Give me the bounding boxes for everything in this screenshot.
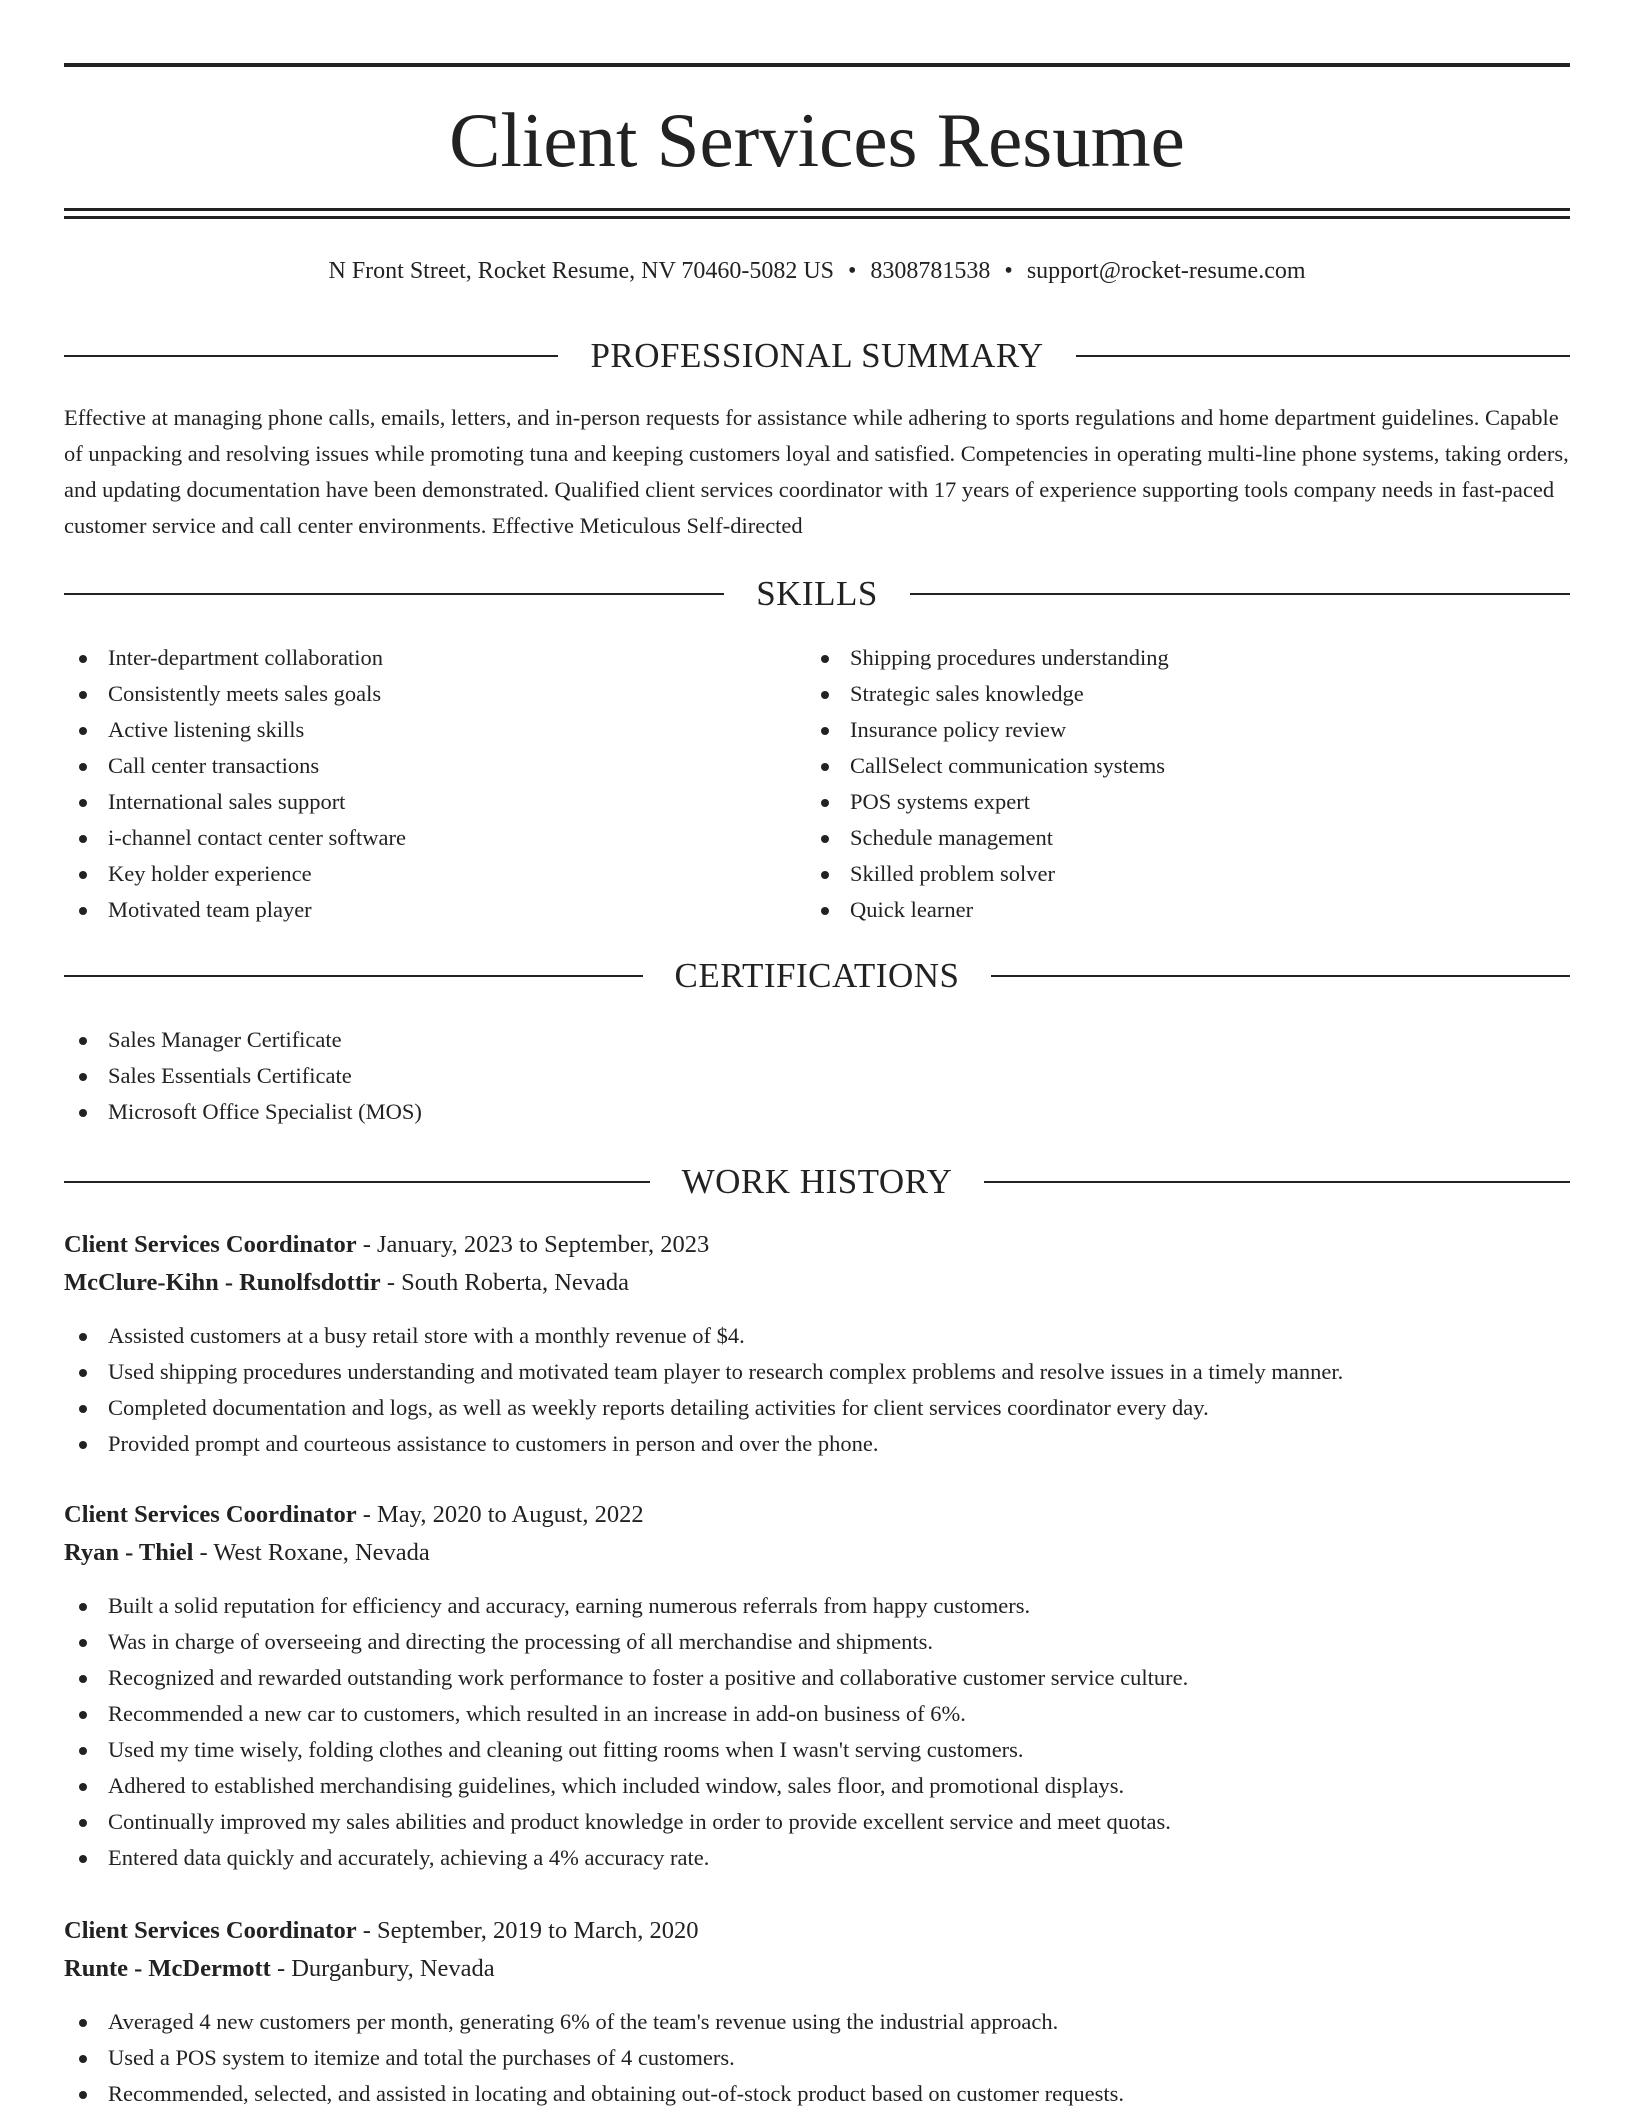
skill-item: Consistently meets sales goals xyxy=(64,676,804,712)
skills-list-left xyxy=(64,640,804,928)
section-header-work-history xyxy=(64,1162,1570,1202)
skill-item: Motivated team player xyxy=(64,892,804,928)
job-bullet: Continually improved my sales abilities and product knowledge in order to provide excellent service and meet quotas. xyxy=(64,1804,1570,1840)
section-header-certifications xyxy=(64,956,1570,996)
resume-title: Client Services Resume xyxy=(449,97,1185,183)
job-location: South Roberta, Nevada xyxy=(401,1269,630,1296)
job-company: McClure-Kihn - Runolfsdottir xyxy=(64,1269,381,1296)
job-entry xyxy=(64,1226,1570,1462)
skill-item: International sales support xyxy=(64,784,804,820)
job-company-line: McClure-Kihn - Runolfsdottir - South Roberta, Nevada xyxy=(64,1269,630,1296)
skill-item: Quick learner xyxy=(806,892,1570,928)
certification-item: Sales Manager Certificate xyxy=(64,1022,422,1058)
section-rule xyxy=(64,355,558,357)
skill-item: Shipping procedures understanding xyxy=(806,640,1570,676)
section-rule xyxy=(1076,355,1570,357)
skill-item: Key holder experience xyxy=(64,856,804,892)
skill-item: Strategic sales knowledge xyxy=(806,676,1570,712)
resume-page xyxy=(64,0,1570,2112)
contact-separator: • xyxy=(848,258,857,284)
skill-item: Call center transactions xyxy=(64,748,804,784)
skill-item: i-channel contact center software xyxy=(64,820,804,856)
job-bullet: Recommended a new car to customers, which resulted in an increase in add-on business of 6%. xyxy=(64,1696,1570,1732)
job-bullet: Was in charge of overseeing and directing the processing of all merchandise and shipments. xyxy=(64,1624,1570,1660)
job-bullet: Averaged 4 new customers per month, generating 6% of the team's revenue using the industrial approach. xyxy=(64,2004,1570,2040)
job-title: Client Services Coordinator xyxy=(64,1231,357,1258)
job-bullets xyxy=(64,1588,1570,1876)
skills-list-right xyxy=(806,640,1570,928)
job-company-line: Ryan - Thiel - West Roxane, Nevada xyxy=(64,1539,430,1566)
skill-item: CallSelect communication systems xyxy=(806,748,1570,784)
job-location: Durganbury, Nevada xyxy=(291,1955,495,1982)
section-rule xyxy=(991,975,1570,977)
section-title-summary: PROFESSIONAL SUMMARY xyxy=(590,336,1044,375)
job-location: West Roxane, Nevada xyxy=(213,1539,430,1566)
job-bullet: Recommended, selected, and assisted in locating and obtaining out-of-stock product based on customer requests. xyxy=(64,2076,1570,2112)
contact-phone: 8308781538 xyxy=(870,258,991,284)
section-rule xyxy=(64,593,724,595)
job-dates: January, 2023 to September, 2023 xyxy=(377,1231,710,1258)
skill-item: Schedule management xyxy=(806,820,1570,856)
certification-item: Sales Essentials Certificate xyxy=(64,1058,422,1094)
job-bullet: Entered data quickly and accurately, achieving a 4% accuracy rate. xyxy=(64,1840,1570,1876)
header-top-rule xyxy=(64,63,1570,67)
job-company: Runte - McDermott xyxy=(64,1955,271,1982)
job-bullet: Provided prompt and courteous assistance to customers in person and over the phone. xyxy=(64,1426,1570,1462)
skill-item: Insurance policy review xyxy=(806,712,1570,748)
section-title-work-history: WORK HISTORY xyxy=(681,1162,953,1201)
contact-address: N Front Street, Rocket Resume, NV 70460-5082 US xyxy=(328,258,835,284)
job-bullets xyxy=(64,1318,1570,1462)
job-dates: May, 2020 to August, 2022 xyxy=(377,1501,644,1528)
job-title-line: Client Services Coordinator - May, 2020 to August, 2022 xyxy=(64,1501,644,1528)
section-rule xyxy=(910,593,1570,595)
contact-line xyxy=(64,254,1570,288)
job-dates: September, 2019 to March, 2020 xyxy=(377,1917,699,1944)
job-bullets xyxy=(64,2004,1570,2112)
header-bottom-rule-double xyxy=(64,216,1570,219)
contact-email: support@rocket-resume.com xyxy=(1026,258,1306,284)
job-bullet: Built a solid reputation for efficiency and accuracy, earning numerous referrals from happy customers. xyxy=(64,1588,1570,1624)
job-bullet: Adhered to established merchandising guidelines, which included window, sales floor, and promotional displays. xyxy=(64,1768,1570,1804)
job-entry xyxy=(64,1496,1570,1876)
skill-item: POS systems expert xyxy=(806,784,1570,820)
skill-item: Skilled problem solver xyxy=(806,856,1570,892)
professional-summary-text: Effective at managing phone calls, emails, letters, and in-person requests for assistance while adhering to sports regulations and home department guidelines. Capable of unpacking and resolving issues while promoting tuna and keeping customers loyal and satisfied. Competencies in operating multi-line phone systems, taking orders, and updating documentation have been demonstrated. Qualified client services coordinator with 17 years of experience supporting tools company needs in fast-paced customer service and call center environments. Effective Meticulous Self-directed xyxy=(64,405,1569,538)
job-bullet: Used a POS system to itemize and total the purchases of 4 customers. xyxy=(64,2040,1570,2076)
header-bottom-rule xyxy=(64,208,1570,211)
job-title: Client Services Coordinator xyxy=(64,1501,357,1528)
job-company: Ryan - Thiel xyxy=(64,1539,194,1566)
job-entry xyxy=(64,1912,1570,2112)
job-bullet: Completed documentation and logs, as well as weekly reports detailing activities for client services coordinator every day. xyxy=(64,1390,1570,1426)
job-company-line: Runte - McDermott - Durganbury, Nevada xyxy=(64,1955,495,1982)
certifications-list xyxy=(64,1022,422,1130)
skill-item: Inter-department collaboration xyxy=(64,640,804,676)
section-title-certifications: CERTIFICATIONS xyxy=(674,956,960,995)
contact-separator: • xyxy=(1004,258,1013,284)
job-title: Client Services Coordinator xyxy=(64,1917,357,1944)
job-bullet: Used my time wisely, folding clothes and cleaning out fitting rooms when I wasn't serving customers. xyxy=(64,1732,1570,1768)
section-rule xyxy=(984,1181,1570,1183)
section-title-skills: SKILLS xyxy=(756,574,878,613)
job-bullet: Assisted customers at a busy retail store with a monthly revenue of $4. xyxy=(64,1318,1570,1354)
section-header-skills xyxy=(64,574,1570,614)
section-rule xyxy=(64,975,643,977)
job-bullet: Recognized and rewarded outstanding work performance to foster a positive and collaborative customer service culture. xyxy=(64,1660,1570,1696)
job-bullet: Used shipping procedures understanding and motivated team player to research complex problems and resolve issues in a timely manner. xyxy=(64,1354,1570,1390)
job-title-line: Client Services Coordinator - September, 2019 to March, 2020 xyxy=(64,1917,699,1944)
section-rule xyxy=(64,1181,650,1183)
job-title-line: Client Services Coordinator - January, 2023 to September, 2023 xyxy=(64,1231,710,1258)
skill-item: Active listening skills xyxy=(64,712,804,748)
section-header-summary xyxy=(64,336,1570,376)
certification-item: Microsoft Office Specialist (MOS) xyxy=(64,1094,422,1130)
